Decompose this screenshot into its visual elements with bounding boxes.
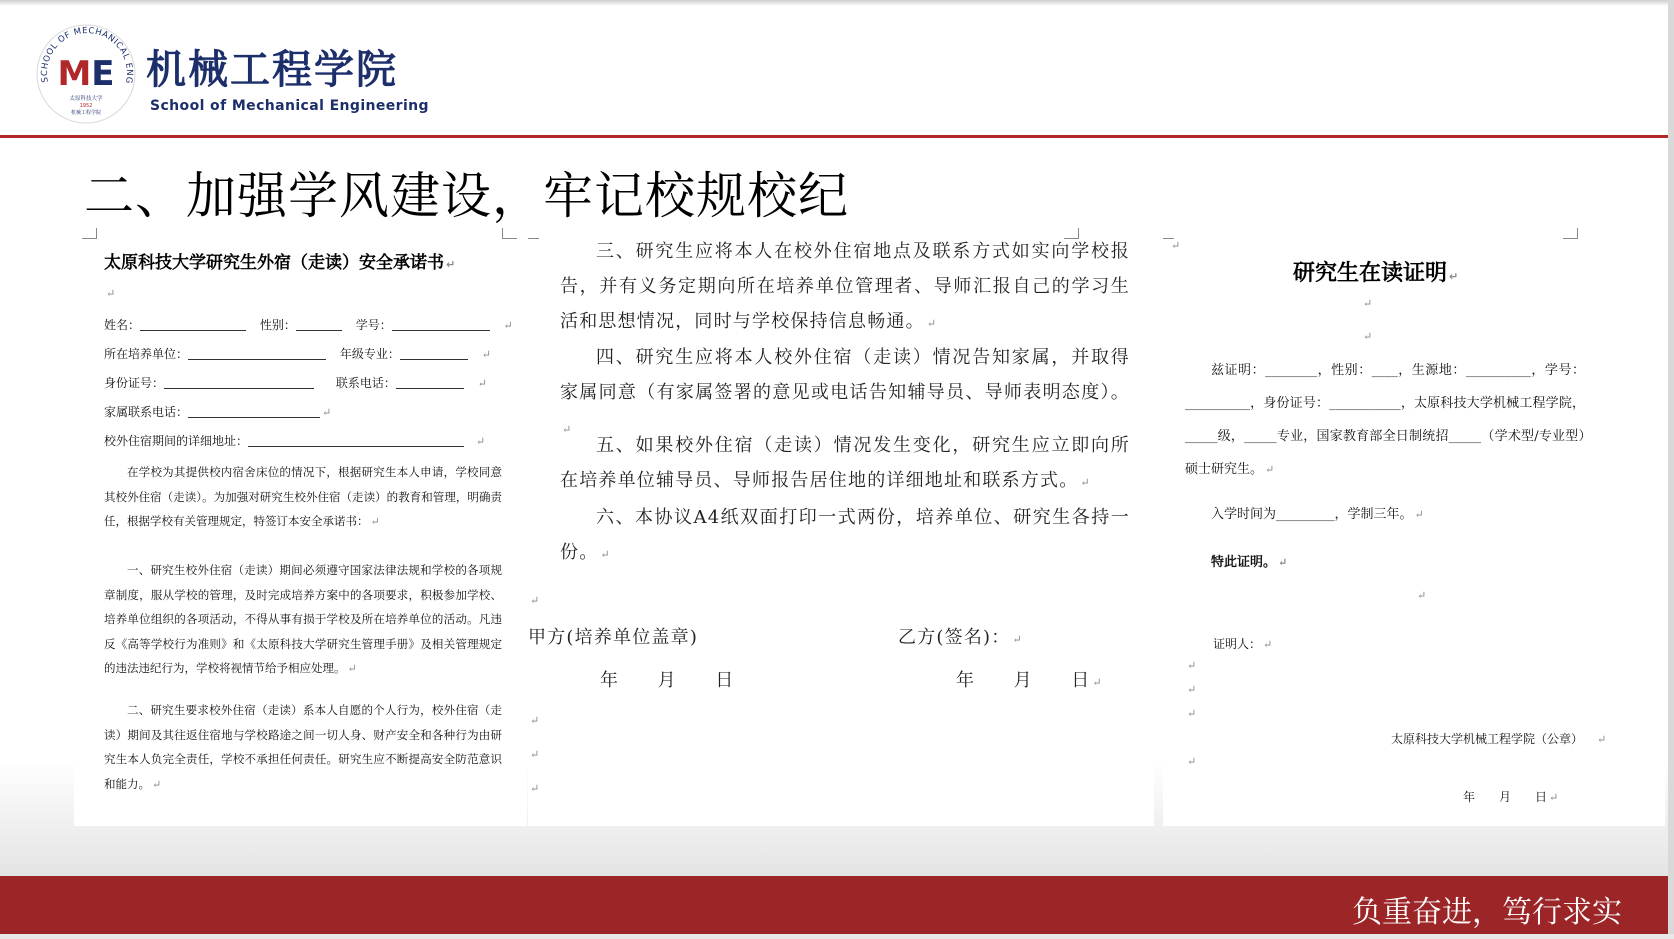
- certificate-seal: 太原科技大学机械工程学院（公章） ↵: [1391, 732, 1607, 746]
- address-blank: [248, 434, 464, 447]
- certificate-title: 研究生在读证明 ↵: [1293, 261, 1459, 286]
- certificate-special: 特此证明。 ↵: [1211, 555, 1288, 570]
- paragraph-mark: ↵: [1187, 683, 1197, 696]
- document-pledge-continued: [528, 228, 1154, 826]
- pledge-row-family: 家属联系电话： ↵: [104, 405, 332, 419]
- id-blank: [392, 318, 490, 331]
- paragraph-mark: ↵: [1187, 755, 1197, 768]
- paragraph-mark: ↵: [1363, 330, 1373, 343]
- unit-label: 所在培养单位：: [104, 347, 189, 361]
- certificate-body: 兹证明：________，性别：____，生源地：__________，学号：__________，身份证号：___________，太原科技大学机械工程学院，_____级，_____专业，国家教育部全日制统招_____（学术型/专业型）硕士研究生。 ↵: [1185, 363, 1585, 477]
- grade-label: 年级专业：: [339, 347, 400, 361]
- page-corner-mark: [1563, 228, 1578, 239]
- party-b-date: 年 月 日 ↵: [956, 670, 1103, 691]
- school-logo-icon: [34, 22, 138, 126]
- pledge-clause-5: 五、如果校外住宿（走读）情况发生变化，研究生应立即向所在培养单位辅导员、导师报告居住地的详细地址和联系方式。 ↵: [560, 435, 1130, 491]
- pledge-intro-paragraph: 在学校为其提供校内宿舍床位的情况下，根据研究生本人申请，学校同意其校外住宿（走读）。为加强对研究生校外住宿（走读）的教育和管理，明确责任，根据学校有关管理规定，特签订本安全承诺书： ↵: [104, 465, 502, 528]
- pledge-clause-6: 六、本协议A4纸双面打印一式两份，培养单位、研究生各持一份。 ↵: [560, 507, 1130, 563]
- paragraph-mark: ↵: [530, 782, 541, 795]
- id-label: 学号：: [355, 318, 392, 332]
- school-name-en: School of Mechanical Engineering: [150, 98, 429, 114]
- paragraph-mark: ↵: [1187, 707, 1197, 720]
- slide-title: 二、加强学风建设，牢记校规校纪: [84, 167, 849, 225]
- phone-label: 联系电话：: [335, 376, 396, 390]
- slide-header: [0, 0, 1668, 138]
- pledge-row-address: 校外住宿期间的详细地址： ↵: [104, 434, 486, 448]
- gender-blank: [296, 318, 342, 331]
- party-a-date: 年 月 日: [600, 670, 735, 691]
- logo-ring-text: SCHOOL OF MECHANICAL ENG: [39, 26, 135, 85]
- phone-blank: [396, 376, 464, 389]
- name-blank: [140, 318, 246, 331]
- logo-small-text-1: 太原科技大学: [69, 96, 103, 102]
- header-divider: [0, 135, 1668, 138]
- logo-small-text-2: 1952: [79, 103, 93, 109]
- family-phone-blank: [188, 405, 320, 418]
- paragraph-mark: ↵: [1417, 589, 1427, 602]
- pledge-clause-3: 三、研究生应将本人在校外住宿地点及联系方式如实向学校报告，并有义务定期向所在培养单位管理者、导师汇报自己的学习生活和思想情况，同时与学校保持信息畅通。 ↵: [560, 241, 1130, 332]
- page-corner-mark: [528, 228, 539, 239]
- pledge-title: 太原科技大学研究生外宿（走读）安全承诺书 ↵: [104, 253, 456, 273]
- address-label: 校外住宿期间的详细地址：: [104, 434, 249, 448]
- certificate-date: 年 月 日 ↵: [1463, 790, 1559, 804]
- idcard-label: 身份证号：: [104, 376, 165, 390]
- page-corner-mark: [502, 228, 517, 239]
- paragraph-mark: ↵: [1187, 659, 1197, 672]
- paragraph-mark: ↵: [1363, 297, 1373, 310]
- pledge-row-unit: 所在培养单位： 年级专业： ↵: [104, 347, 491, 361]
- paragraph-mark: ↵: [1171, 239, 1181, 252]
- document-enrollment-certificate: [1163, 228, 1665, 826]
- paragraph-mark: ↵: [106, 287, 116, 300]
- pledge-clause-2: 二、研究生要求校外住宿（走读）系本人自愿的个人行为，校外住宿（走读）期间及其往返住宿地与学校路途之间一切人身、财产安全和各种行为由研究生本人负完全责任，学校不承担任何责任。研究生应不断提高安全防范意识和能力。 ↵: [104, 703, 502, 791]
- motto: 负重奋进，笃行求实: [1352, 895, 1622, 930]
- logo-letters: ME: [57, 54, 115, 94]
- paragraph-mark: ↵: [530, 748, 541, 761]
- pledge-row-idcard: 身份证号： 联系电话： ↵: [104, 376, 487, 390]
- pledge-row-name: 姓名： 性别： 学号： ↵: [104, 318, 513, 332]
- paragraph-mark: ↵: [530, 714, 541, 727]
- logo-small-text-3: 机械工程学院: [70, 110, 102, 116]
- family-phone-label: 家属联系电话：: [104, 405, 189, 419]
- certificate-enroll-line: 入学时间为_________，学制三年。 ↵: [1211, 507, 1424, 522]
- party-a-label: 甲方(培养单位盖章): [528, 627, 699, 648]
- unit-blank: [188, 347, 326, 360]
- top-shadow: [0, 0, 1668, 6]
- name-label: 姓名：: [104, 318, 141, 332]
- page-corner-mark: [82, 228, 97, 239]
- party-b-label: 乙方(签名)： ↵: [898, 627, 1023, 648]
- gender-label: 性别：: [259, 318, 296, 332]
- school-logo-svg: [34, 22, 138, 126]
- slide-edge: [0, 934, 1674, 939]
- pledge-clause-1: 一、研究生校外住宿（走读）期间必须遵守国家法律法规和学校的各项规章制度，服从学校的管理，及时完成培养方案中的各项要求，积极参加学校、培养单位组织的各项活动，不得从事有损于学校及所在培养单位的活动。凡违反《高等学校行为准则》和《太原科技大学研究生管理手册》及相关管理规定的违法违纪行为，学校将视情节给予相应处理。 ↵: [104, 563, 502, 675]
- slide-footer: [0, 876, 1668, 934]
- pledge-clause-4: 四、研究生应将本人校外住宿（走读）情况告知家属，并取得家属同意（有家属签署的意见或电话告知辅导员、导师表明态度）。↵: [560, 347, 1130, 436]
- school-name-cn: 机械工程学院: [146, 46, 398, 93]
- certificate-certifier: 证明人： ↵: [1213, 637, 1273, 651]
- slide-edge: [1668, 0, 1674, 939]
- paragraph-mark: ↵: [530, 594, 541, 607]
- grade-blank: [400, 347, 468, 360]
- document-safety-pledge: [74, 228, 527, 826]
- idcard-blank: [164, 376, 314, 389]
